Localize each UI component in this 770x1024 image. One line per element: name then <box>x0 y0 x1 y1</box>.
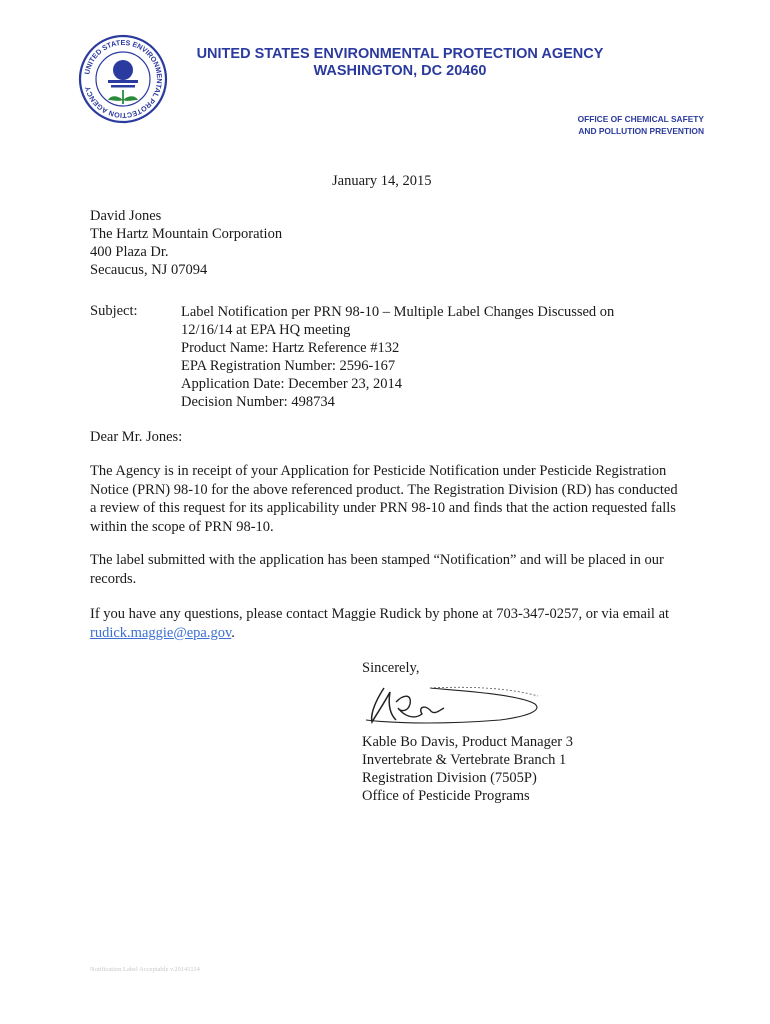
office-name <box>578 113 704 137</box>
subject-line: Application Date: December 23, 2014 <box>181 376 403 392</box>
recipient-line: The Hartz Mountain Corporation <box>90 226 283 242</box>
agency-name: UNITED STATES ENVIRONMENTAL PROTECTION AGENCY <box>196 46 604 62</box>
agency-address: WASHINGTON, DC 20460 <box>313 63 487 79</box>
subject-line: Decision Number: 498734 <box>181 394 335 410</box>
footer-note: Notification Label Acceptable v.20141114 <box>90 966 200 973</box>
letter-date: January 14, 2015 <box>332 173 432 189</box>
closing: Sincerely, <box>362 660 420 676</box>
contact-text: If you have any questions, please contact Maggie Rudick by phone at 703-347-0257, or via email at <box>90 606 670 622</box>
recipient-address <box>90 207 282 279</box>
subject-line: Label Notification per PRN 98-10 – Multiple Label Changes Discussed on <box>181 304 615 320</box>
epa-seal-logo <box>78 34 168 124</box>
signer-line: Invertebrate & Vertebrate Branch 1 <box>362 752 567 768</box>
agency-header <box>170 46 630 80</box>
signer-line: Office of Pesticide Programs <box>362 788 530 804</box>
office-line-1: OFFICE OF CHEMICAL SAFETY <box>577 114 704 124</box>
signer-line: Kable Bo Davis, Product Manager 3 <box>362 734 574 750</box>
recipient-line: David Jones <box>90 208 162 224</box>
email-link[interactable]: rudick.maggie@epa.gov <box>90 624 232 641</box>
recipient-line: 400 Plaza Dr. <box>90 244 169 260</box>
recipient-line: Secaucus, NJ 07094 <box>90 262 208 278</box>
subject-details <box>181 303 661 411</box>
svg-text:UNITED STATES ENVIRONMENTAL PR: UNITED STATES ENVIRONMENTAL PROTECTION AGENCY <box>82 37 165 121</box>
body-paragraph-1: The Agency is in receipt of your Application for Pesticide Notification under Pesticide Registration Notice (PRN) 98-10 for the above referenced product. The Registration Division (RD) has conducted a review of this request for its applicability under PRN 98-10 and finds that the action requested falls within the scope of PRN 98-10. <box>90 463 678 535</box>
signer-line: Registration Division (7505P) <box>362 770 537 786</box>
contact-text-end: . <box>231 624 235 641</box>
office-line-2: AND POLLUTION PREVENTION <box>578 126 704 136</box>
subject-label: Subject: <box>90 303 138 319</box>
subject-line: EPA Registration Number: 2596-167 <box>181 358 396 374</box>
handwritten-signature <box>360 680 550 730</box>
signer-block <box>362 733 573 805</box>
subject-line: Product Name: Hartz Reference #132 <box>181 340 400 356</box>
body-paragraph-3 <box>90 605 680 642</box>
body-paragraph-2: The label submitted with the application has been stamped “Notification” and will be placed in our records. <box>90 552 664 587</box>
subject-line: 12/16/14 at EPA HQ meeting <box>181 322 351 338</box>
salutation: Dear Mr. Jones: <box>90 429 183 445</box>
